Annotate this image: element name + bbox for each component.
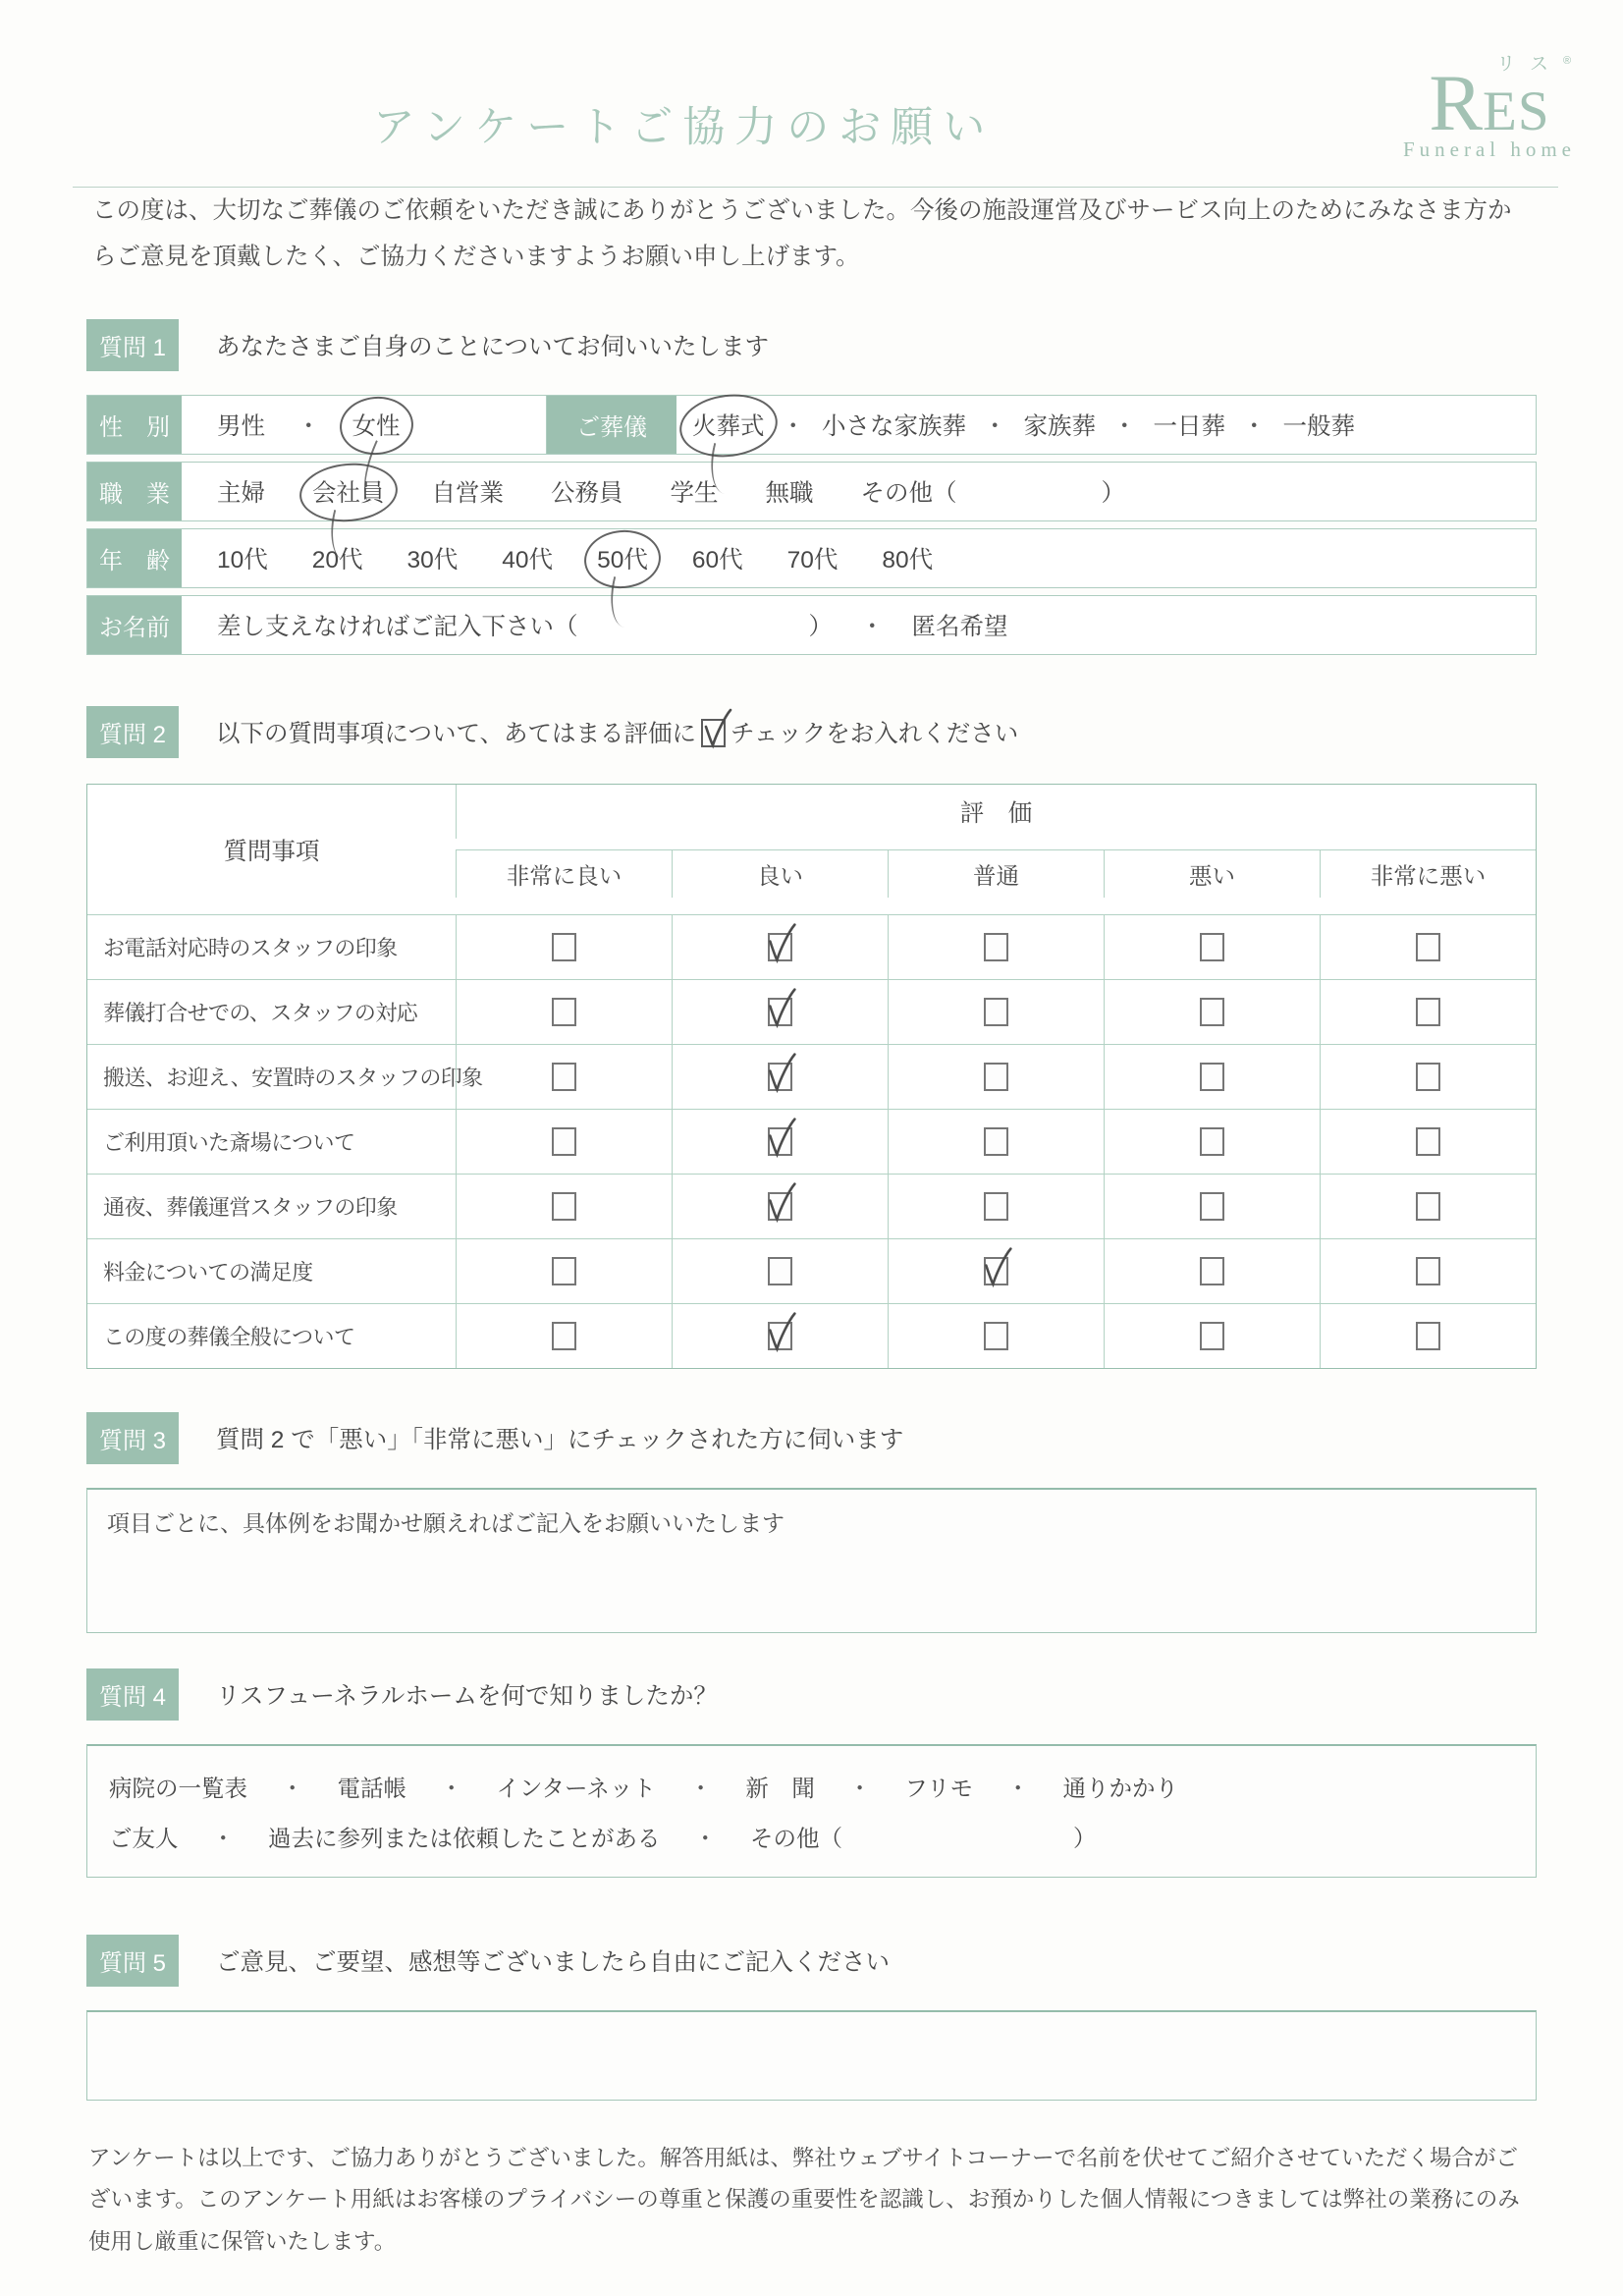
option-student[interactable]: 学生 bbox=[670, 480, 719, 508]
checkbox-icon bbox=[1416, 1063, 1440, 1091]
q5-heading: ご意見、ご要望、感想等ございましたら自由にご記入ください bbox=[216, 1949, 890, 1977]
checked-box-glyph bbox=[701, 719, 726, 747]
rating-header-bad: 悪い bbox=[1104, 849, 1320, 898]
option-friend[interactable]: ご友人 bbox=[109, 1826, 179, 1852]
question-4-section bbox=[86, 1668, 1537, 1878]
name-row bbox=[86, 595, 1537, 655]
checkbox-icon bbox=[984, 933, 1008, 961]
q2-checkbox-cell[interactable] bbox=[888, 979, 1104, 1044]
option-separator: ・ bbox=[281, 1775, 304, 1801]
q5-badge: 質問 5 bbox=[86, 1935, 179, 1987]
rating-header-good: 良い bbox=[672, 849, 888, 898]
checkbox-icon bbox=[552, 1322, 576, 1350]
funeral-type-label: ご葬儀 bbox=[547, 396, 676, 454]
q2-heading: 以下の質問事項について、あてはまる評価に チェックをお入れください bbox=[216, 715, 1018, 749]
option-separator: ・ bbox=[1112, 413, 1137, 441]
q2-eval-header: 評 価 bbox=[456, 785, 1536, 839]
logo-wordmark bbox=[1429, 54, 1572, 147]
checkbox-icon bbox=[1416, 1127, 1440, 1156]
checkbox-icon bbox=[1200, 1257, 1224, 1285]
q2-checkbox-cell[interactable] bbox=[456, 1238, 672, 1303]
q2-checkbox-cell[interactable] bbox=[672, 914, 888, 979]
checkbox-icon bbox=[984, 998, 1008, 1026]
logo-letters-es: ES bbox=[1483, 81, 1550, 142]
registered-mark-icon: ® bbox=[1562, 55, 1572, 67]
q2-checkbox-cell[interactable] bbox=[456, 914, 672, 979]
option-furimo[interactable]: フリモ bbox=[904, 1775, 973, 1801]
name-label: お名前 bbox=[87, 596, 182, 654]
checkbox-icon bbox=[768, 933, 792, 961]
option-cremation[interactable]: 火葬式 bbox=[692, 408, 765, 442]
q2-checkbox-cell[interactable] bbox=[672, 1238, 888, 1303]
rating-table bbox=[86, 784, 1537, 1369]
option-general-funeral[interactable]: 一般葬 bbox=[1282, 413, 1355, 441]
checkbox-icon bbox=[768, 998, 792, 1026]
q4-badge: 質問 4 bbox=[86, 1668, 179, 1721]
checkbox-icon bbox=[1200, 1127, 1224, 1156]
option-separator: ・ bbox=[781, 413, 805, 441]
question-1-section bbox=[86, 319, 1537, 655]
option-30s[interactable]: 30代 bbox=[406, 547, 459, 574]
option-separator: ・ bbox=[211, 1826, 235, 1852]
q2-checkbox-cell[interactable] bbox=[456, 1044, 672, 1109]
checkbox-icon bbox=[1416, 1257, 1440, 1285]
logo-subtitle: Funeral home bbox=[1402, 137, 1576, 161]
company-logo bbox=[1402, 54, 1576, 162]
option-40s[interactable]: 40代 bbox=[502, 547, 554, 574]
option-10s[interactable]: 10代 bbox=[217, 547, 268, 574]
q2-checkbox-cell[interactable] bbox=[1104, 1238, 1320, 1303]
option-unemployed[interactable]: 無職 bbox=[765, 480, 814, 508]
checkbox-icon bbox=[552, 1063, 576, 1091]
option-family-funeral[interactable]: 家族葬 bbox=[1023, 413, 1096, 441]
funeral-type-options bbox=[676, 396, 1536, 454]
q2-item-header: 質問事項 bbox=[223, 838, 320, 865]
gender-label: 性 別 bbox=[87, 396, 182, 454]
checkbox-icon bbox=[768, 1192, 792, 1221]
option-70s[interactable]: 70代 bbox=[786, 547, 839, 574]
checkbox-icon bbox=[1416, 933, 1440, 961]
option-internet[interactable]: インターネット bbox=[496, 1775, 656, 1801]
option-separator: ・ bbox=[1005, 1775, 1030, 1801]
q2-checkbox-cell[interactable] bbox=[672, 1044, 888, 1109]
job-label: 職 業 bbox=[87, 463, 182, 520]
q2-checkbox-cell[interactable] bbox=[1104, 1303, 1320, 1368]
q4-heading: リスフューネラルホームを何で知りましたか？ bbox=[216, 1683, 718, 1711]
checkbox-icon bbox=[984, 1257, 1008, 1285]
checkbox-icon bbox=[552, 1257, 576, 1285]
name-prompt: 差し支えなければご記入下さい（ bbox=[217, 614, 578, 641]
option-separator: ・ bbox=[693, 1826, 717, 1852]
q2-checkbox-cell[interactable] bbox=[888, 1238, 1104, 1303]
q2-item-label: 通夜、葬儀運営スタッフの印象 bbox=[87, 1174, 456, 1238]
checkbox-icon bbox=[768, 1063, 792, 1091]
option-male[interactable]: 男性 bbox=[217, 413, 265, 441]
rating-header-very-good: 非常に良い bbox=[456, 849, 672, 898]
option-housewife[interactable]: 主婦 bbox=[217, 480, 265, 508]
checkbox-icon bbox=[768, 1322, 792, 1350]
option-separator: ・ bbox=[688, 1775, 713, 1801]
option-attended-before[interactable]: 過去に参列または依頼したことがある bbox=[268, 1826, 661, 1852]
option-separator: ・ bbox=[983, 413, 1007, 441]
q2-checkbox-cell[interactable] bbox=[672, 1109, 888, 1174]
q3-answer-box[interactable] bbox=[86, 1488, 1537, 1633]
q2-checkbox-cell[interactable] bbox=[1104, 979, 1320, 1044]
option-public-servant[interactable]: 公務員 bbox=[551, 480, 623, 508]
q2-checkbox-cell[interactable] bbox=[456, 1174, 672, 1238]
q2-checkbox-cell[interactable] bbox=[672, 1303, 888, 1368]
name-entry bbox=[182, 596, 1536, 654]
q2-item-label: お電話対応時のスタッフの印象 bbox=[87, 914, 456, 979]
q3-badge: 質問 3 bbox=[86, 1412, 179, 1464]
job-row bbox=[86, 462, 1537, 521]
option-q4-other[interactable]: その他（ ） bbox=[750, 1826, 1097, 1852]
rating-header-normal: 普通 bbox=[888, 849, 1104, 898]
checkbox-icon bbox=[1200, 933, 1224, 961]
q2-checkbox-cell[interactable] bbox=[888, 914, 1104, 979]
option-company-employee[interactable]: 会社員 bbox=[312, 474, 385, 509]
q3-heading: 質問 2 で「悪い」「非常に悪い」にチェックされた方に伺います bbox=[216, 1427, 904, 1454]
profile-table bbox=[86, 395, 1537, 655]
q1-badge: 質問 1 bbox=[86, 319, 179, 371]
checkbox-icon bbox=[1416, 1322, 1440, 1350]
question-2-section bbox=[86, 706, 1537, 1369]
q1-heading: あなたさまご自身のことについてお伺いいたします bbox=[216, 334, 770, 361]
option-anonymous[interactable]: 匿名希望 bbox=[911, 614, 1008, 641]
option-phonebook[interactable]: 電話帳 bbox=[337, 1775, 406, 1801]
logo-katakana: リス® bbox=[1496, 54, 1572, 75]
checkbox-icon bbox=[984, 1063, 1008, 1091]
checkbox-icon bbox=[552, 1127, 576, 1156]
q2-checkbox-cell[interactable] bbox=[456, 979, 672, 1044]
q2-item-label: この度の葬儀全般について bbox=[87, 1303, 456, 1368]
page-title: アンケートご協力のお願い bbox=[372, 104, 996, 151]
option-60s[interactable]: 60代 bbox=[691, 547, 743, 574]
q2-checkbox-cell[interactable] bbox=[1320, 1044, 1536, 1109]
option-separator: ・ bbox=[1242, 413, 1267, 441]
name-paren-close: ） bbox=[808, 614, 833, 641]
q2-item-label: 葬儀打合せでの、スタッフの対応 bbox=[87, 979, 456, 1044]
age-options bbox=[182, 529, 1536, 587]
checkbox-icon bbox=[552, 1192, 576, 1221]
q2-checkbox-cell[interactable] bbox=[1320, 1174, 1536, 1238]
option-self-employed[interactable]: 自営業 bbox=[431, 480, 504, 508]
checkbox-icon bbox=[984, 1127, 1008, 1156]
question-5-section bbox=[86, 1935, 1537, 2101]
q2-checkbox-cell[interactable] bbox=[1104, 1044, 1320, 1109]
q2-checkbox-cell[interactable] bbox=[672, 1174, 888, 1238]
q2-checkbox-cell[interactable] bbox=[1320, 1238, 1536, 1303]
checkbox-icon bbox=[984, 1322, 1008, 1350]
checkbox-icon bbox=[1416, 1192, 1440, 1221]
checkbox-icon bbox=[1200, 1322, 1224, 1350]
gender-funeral-row bbox=[86, 395, 1537, 455]
option-newspaper[interactable]: 新 聞 bbox=[745, 1775, 815, 1801]
intro-text: この度は、大切なご葬儀のご依頼をいただき誠にありがとうございました。今後の施設運営及びサービス向上のためにみなさま方からご意見を頂戴したく、ご協力くださいますようお願い申し上げます。 bbox=[92, 197, 1512, 271]
q2-checkbox-cell[interactable] bbox=[1320, 1303, 1536, 1368]
option-female[interactable]: 女性 bbox=[352, 408, 401, 442]
option-separator: ・ bbox=[440, 1775, 463, 1801]
q5-answer-box[interactable] bbox=[86, 2010, 1537, 2101]
question-3-section bbox=[86, 1412, 1537, 1633]
checkbox-icon bbox=[1200, 1063, 1224, 1091]
q2-checkbox-cell[interactable] bbox=[1104, 1109, 1320, 1174]
q4-options-line-1 bbox=[109, 1770, 1514, 1803]
checkbox-icon bbox=[768, 1127, 792, 1156]
q2-checkbox-cell[interactable] bbox=[1104, 1174, 1320, 1238]
checkbox-icon bbox=[1200, 998, 1224, 1026]
checkbox-icon bbox=[552, 998, 576, 1026]
q2-checkbox-cell[interactable] bbox=[1320, 979, 1536, 1044]
option-passing-by[interactable]: 通りかかり bbox=[1062, 1775, 1178, 1801]
q2-checkbox-cell[interactable] bbox=[888, 1044, 1104, 1109]
job-options bbox=[182, 463, 1536, 520]
option-20s[interactable]: 20代 bbox=[311, 547, 363, 574]
option-80s[interactable]: 80代 bbox=[882, 547, 934, 574]
option-separator: ・ bbox=[297, 413, 321, 441]
q2-checkbox-cell[interactable] bbox=[888, 1109, 1104, 1174]
q2-checkbox-cell[interactable] bbox=[888, 1303, 1104, 1368]
q2-checkbox-cell[interactable] bbox=[672, 979, 888, 1044]
q2-item-label: 料金についての満足度 bbox=[87, 1238, 456, 1303]
checkbox-icon bbox=[1200, 1192, 1224, 1221]
q2-item-label: ご利用頂いた斎場について bbox=[87, 1109, 456, 1174]
checkbox-icon bbox=[1416, 998, 1440, 1026]
checkbox-icon bbox=[552, 933, 576, 961]
q2-checkbox-cell[interactable] bbox=[1320, 914, 1536, 979]
checkbox-icon bbox=[768, 1257, 792, 1285]
option-one-day-funeral[interactable]: 一日葬 bbox=[1153, 413, 1225, 441]
footer-note: アンケートは以上です、ご協力ありがとうございました。解答用紙は、弊社ウェブサイトコーナーで名前を伏せてご紹介させていただく場合がございます。このアンケート用紙はお客様のプライバシーの尊重と保護の重要性を認識し、お預かりした個人情報につきましては弊社の業務にのみ使用し厳重に保管いたします。 bbox=[88, 2146, 1520, 2254]
q4-options-box bbox=[86, 1744, 1537, 1878]
logo-letter-r: R bbox=[1429, 58, 1484, 147]
q2-checkbox-cell[interactable] bbox=[1104, 914, 1320, 979]
q2-checkbox-cell[interactable] bbox=[1320, 1109, 1536, 1174]
option-job-other[interactable]: その他（ ） bbox=[860, 480, 1125, 508]
q2-badge: 質問 2 bbox=[86, 706, 179, 758]
rating-header-very-bad: 非常に悪い bbox=[1320, 849, 1536, 898]
q2-checkbox-cell[interactable] bbox=[456, 1109, 672, 1174]
header-divider bbox=[73, 187, 1558, 188]
checkbox-icon bbox=[984, 1192, 1008, 1221]
gender-options bbox=[182, 396, 547, 454]
age-row bbox=[86, 528, 1537, 588]
option-hospital-list[interactable]: 病院の一覧表 bbox=[109, 1775, 247, 1801]
q3-box-hint: 項目ごとに、具体例をお聞かせ願えればご記入をお願いいたします bbox=[107, 1510, 784, 1537]
q2-checkbox-cell[interactable] bbox=[456, 1303, 672, 1368]
q4-options-line-2 bbox=[109, 1820, 1514, 1853]
q2-checkbox-cell[interactable] bbox=[888, 1174, 1104, 1238]
option-small-family-funeral[interactable]: 小さな家族葬 bbox=[822, 413, 966, 441]
q2-item-label: 搬送、お迎え、安置時のスタッフの印象 bbox=[87, 1044, 456, 1109]
option-50s[interactable]: 50代 bbox=[597, 541, 648, 575]
option-separator: ・ bbox=[847, 1775, 872, 1801]
age-label: 年 齢 bbox=[87, 529, 182, 587]
option-separator: ・ bbox=[860, 614, 885, 641]
